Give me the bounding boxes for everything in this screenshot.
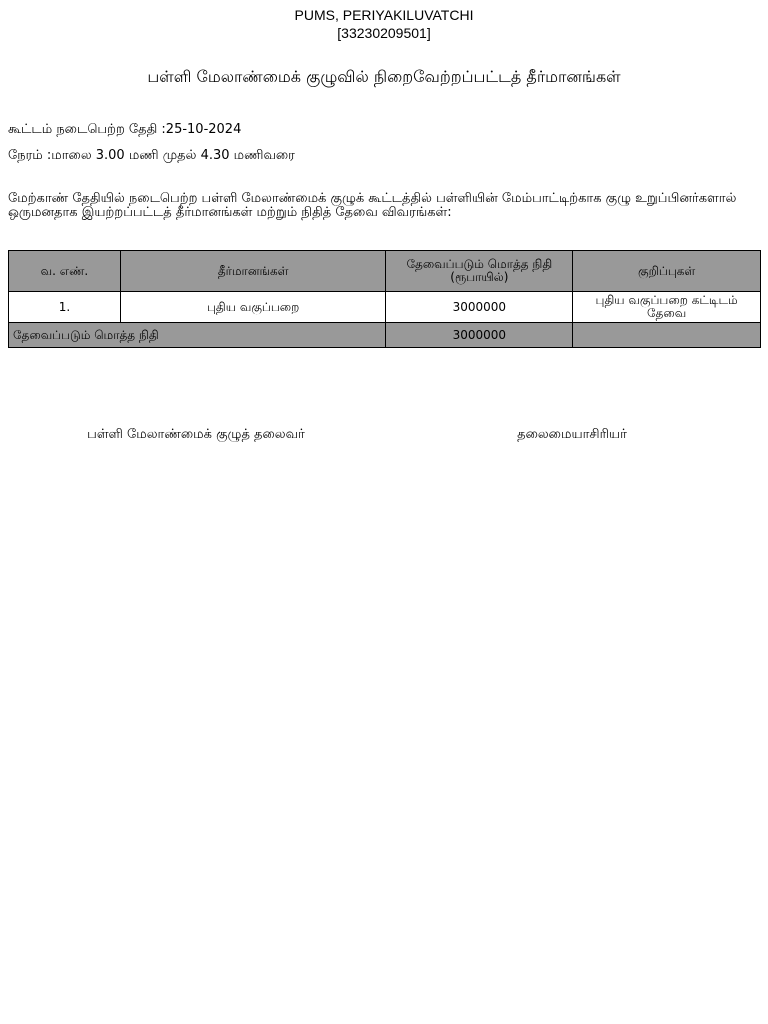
document-title: பள்ளி மேலாண்மைக் குழுவில் நிறைவேற்றப்பட்டத் தீர்மானங்கள் bbox=[147, 67, 621, 86]
total-label: தேவைப்படும் மொத்த நிதி bbox=[9, 323, 386, 348]
school-name: PUMS, PERIYAKILUVATCHI bbox=[294, 7, 474, 23]
total-remarks bbox=[573, 323, 761, 348]
column-header-resolution: தீர்மானங்கள் bbox=[120, 251, 386, 292]
intro-paragraph: மேற்காண் தேதியில் நடைபெற்ற பள்ளி மேலாண்மைக் குழுக் கூட்டத்தில் பள்ளியின் மேம்பாட்டிற்காக குழு உறுப்பினர்களால் ஒருமனதாக இயற்றப்பட்டத் தீர்மானங்கள் மற்றும் நிதித் தேவை விவரங்கள்: bbox=[8, 191, 737, 220]
cell-serial: 1. bbox=[9, 292, 121, 323]
column-header-serial: வ. எண். bbox=[9, 251, 121, 292]
signature-committee-chair: பள்ளி மேலாண்மைக் குழுத் தலைவர் bbox=[87, 427, 305, 442]
resolutions-table bbox=[8, 250, 761, 348]
school-code: [33230209501] bbox=[337, 25, 431, 41]
cell-amount: 3000000 bbox=[386, 292, 573, 323]
cell-resolution: புதிய வகுப்பறை bbox=[120, 292, 386, 323]
meeting-time: நேரம் :மாலை 3.00 மணி முதல் 4.30 மணிவரை bbox=[8, 148, 295, 163]
signature-headmaster: தலைமையாசிரியர் bbox=[517, 427, 627, 442]
meeting-date: கூட்டம் நடைபெற்ற தேதி :25-10-2024 bbox=[8, 122, 242, 137]
table-total-row bbox=[9, 323, 761, 348]
school-header bbox=[0, 6, 768, 42]
cell-remarks: புதிய வகுப்பறை கட்டிடம் தேவை bbox=[573, 292, 761, 323]
table-header-row bbox=[9, 251, 761, 292]
column-header-amount: தேவைப்படும் மொத்த நிதி (ரூபாயில்) bbox=[386, 251, 573, 292]
column-header-remarks: குறிப்புகள் bbox=[573, 251, 761, 292]
total-amount: 3000000 bbox=[386, 323, 573, 348]
table-row bbox=[9, 292, 761, 323]
